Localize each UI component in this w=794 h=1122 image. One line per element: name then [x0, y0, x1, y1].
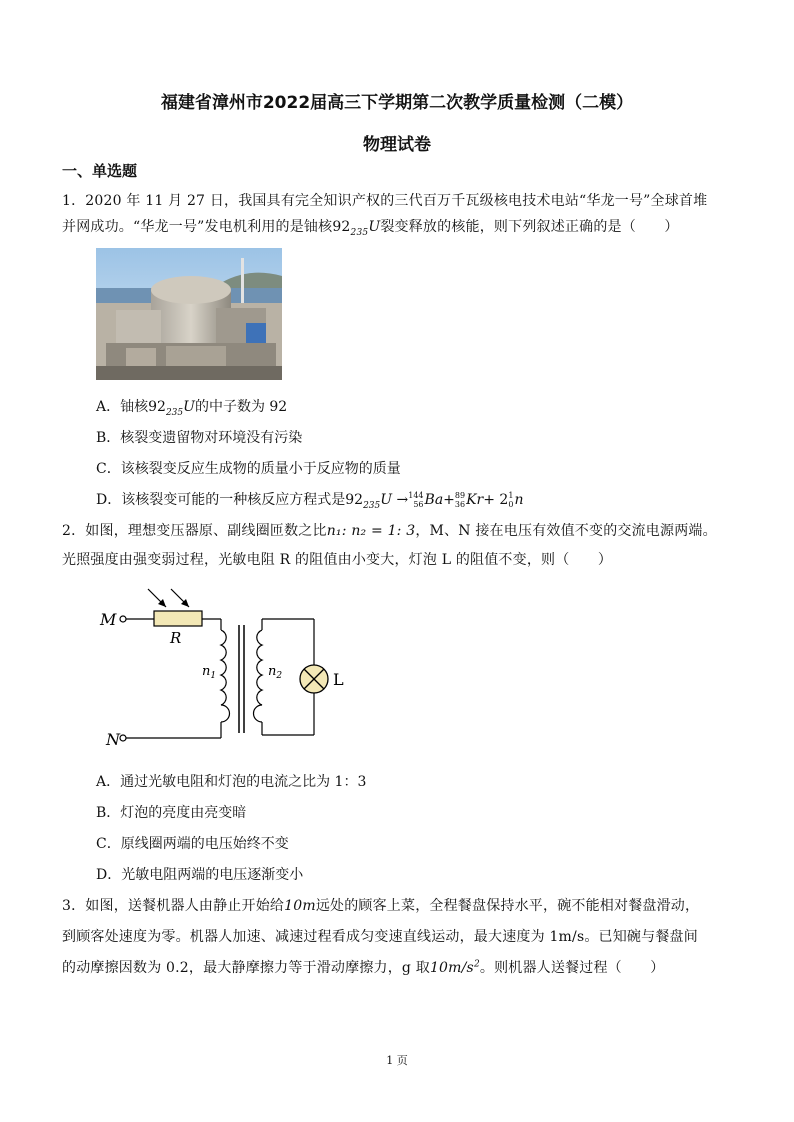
q1-line1: 1．2020 年 11 月 27 日，我国具有完全知识产权的三代百万千瓦级核电技术电站“华龙一号”全球首堆 [62, 193, 708, 209]
gravity-value: $10m/s^2$ [429, 959, 480, 976]
q2-line2: 光照强度由强变弱过程，光敏电阻 R 的阻值由小变大，灯泡 L 的阻值不变，则（ ） [62, 552, 613, 568]
page-subtitle: 物理试卷 [363, 135, 431, 155]
resistor-label: R [170, 629, 182, 647]
primary-turns-label: $n_1$ [202, 664, 217, 681]
photoresistor-r [154, 611, 202, 626]
nuclear-plant-photo [96, 248, 282, 380]
uranium-nucleus: $92_{235}U$ [332, 219, 381, 238]
q2-option-c[interactable]: C．原线圈两端的电压始终不变 [96, 836, 289, 852]
turns-ratio: n₁: n₂ = 1: 3 [326, 523, 416, 539]
q2-option-d[interactable]: D．光敏电阻两端的电压逐渐变小 [96, 867, 304, 883]
transformer-circuit-diagram [96, 585, 376, 755]
distance-value: 10m [284, 898, 316, 914]
q1-option-d[interactable]: D．该核裂变可能的一种核反应方程式是$92_{235}U$ → 144 56 Ba+ 89 36 Kr+ 2 1 0 n [96, 491, 524, 511]
section-heading: 一、单选题 [62, 162, 138, 180]
q3-line1: 3．如图，送餐机器人由静止开始给10m远处的顾客上菜，全程餐盘保持水平，碗不能相对餐盘滑动， [62, 898, 700, 914]
primary-coil [221, 630, 230, 722]
q2-option-a[interactable]: A．通过光敏电阻和灯泡的电流之比为 1：3 [96, 774, 367, 790]
secondary-coil [254, 630, 263, 722]
q1-line2 [62, 216, 679, 238]
q3-line3: 的动摩擦因数为 0.2，最大静摩擦力等于滑动摩擦力，g 取$10m/s^2$。则机器人送餐过程（ ） [62, 959, 665, 976]
q1-option-b[interactable]: B．核裂变遗留物对环境没有污染 [96, 430, 303, 446]
page-number: 1 页 [386, 1054, 408, 1067]
page-title: 福建省漳州市2022届高三下学期第二次教学质量检测（二模） [160, 93, 634, 113]
terminal-m-label: M [100, 610, 117, 629]
terminal-m [120, 616, 126, 622]
terminal-n [120, 735, 126, 741]
q1-option-a[interactable]: A．铀核$92_{235}U$的中子数为 92 [96, 399, 288, 418]
q3-line2: 到顾客处速度为零。机器人加速、减速过程看成匀变速直线运动，最大速度为 1m/s。已知碗与餐盘间 [62, 929, 698, 945]
q2-option-b[interactable]: B．灯泡的亮度由亮变暗 [96, 805, 247, 821]
q1-option-c[interactable]: C．该核裂变反应生成物的质量小于反应物的质量 [96, 461, 401, 477]
q2-line1: 2．如图，理想变压器原、副线圈匝数之比n₁: n₂ = 1: 3，M、N 接在电压有效值不变的交流电源两端。 [62, 523, 717, 539]
q1-text: 并网成功。“华龙一号”发电机利用的是铀核 [62, 219, 333, 235]
terminal-n-label: N [106, 730, 120, 749]
lamp-label: L [333, 670, 344, 689]
q1-text-tail: 裂变释放的核能，则下列叙述正确的是（ ） [380, 219, 679, 235]
secondary-turns-label: $n_2$ [268, 664, 283, 681]
